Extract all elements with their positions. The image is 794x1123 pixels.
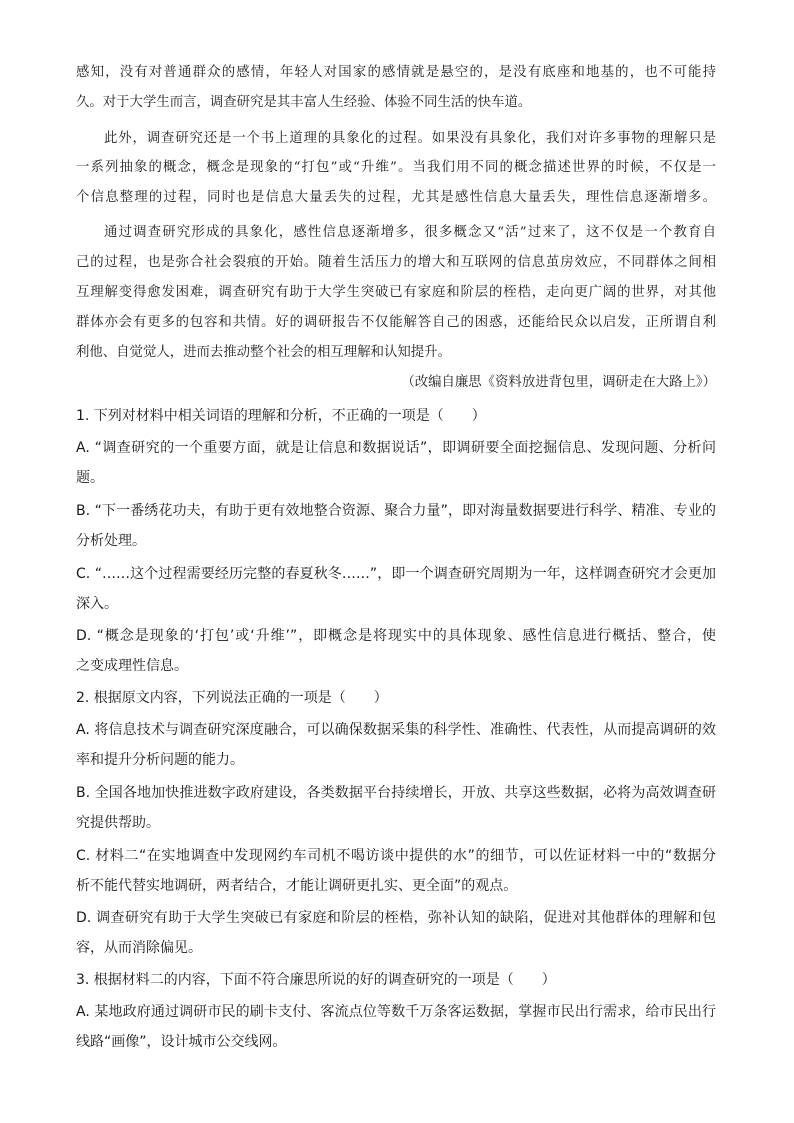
passage-line: 感知，没有对普通群众的感情，年轻人对国家的感情就是悬空的，是没有底座和地基的，也不可能持 (76, 65, 716, 80)
passage-line: 一系列抽象的概念，概念是现象的“打包”或“升维”。当我们用不同的概念描述世界的时候，不仅是一 (76, 160, 716, 175)
passage-source: （改编自廉思《资料放进背包里，调研走在大路上》） (401, 375, 716, 390)
q2-option-c-cont: 析不能代替实地调研，两者结合，才能让调研更扎实、更全面”的观点。 (76, 878, 518, 894)
q1-option-b: B. “下一番绣花功夫，有助于更有效地整合资源、聚合力量”，即对海量数据要进行科学、精准、专业的 (76, 503, 716, 519)
passage-line: 个信息整理的过程，同时也是信息大量丢失的过程，尤其是感性信息大量丢失，理性信息逐渐增多。 (76, 190, 716, 205)
q1-option-d-cont: 之变成理性信息。 (76, 658, 188, 674)
question-1-stem: 1. 下列对材料中相关词语的理解和分析，不正确的一项是（ ） (76, 408, 486, 424)
passage-line: 己的过程，也是弥合社会裂痕的开始。随着生活压力的增大和互联网的信息茧房效应，不同群体之间相 (76, 255, 716, 270)
q2-option-a: A. 将信息技术与调查研究深度融合，可以确保数据采集的科学性、准确性、代表性，从而提高调研的效 (76, 722, 716, 738)
passage-line: 群体亦会有更多的包容和共情。好的调研报告不仅能解答自己的困惑，还能给民众以启发，正所谓自利 (76, 315, 716, 330)
q1-option-c-cont: 深入。 (76, 596, 118, 612)
q1-option-d: D. “概念是现象的‘打包’或‘升维’”，即概念是将现实中的具体现象、感性信息进行概括、整合，使 (76, 628, 716, 644)
q3-option-a: A. 某地政府通过调研市民的刷卡支付、客流点位等数千万条客运数据，掌握市民出行需求，给市民出行 (76, 1004, 716, 1020)
q2-option-d-cont: 容，从而消除偏见。 (76, 940, 202, 956)
passage-line: 通过调查研究形成的具象化，感性信息逐渐增多，很多概念又“活”过来了，这不仅是一个教育自 (104, 225, 716, 240)
q2-option-d: D. 调查研究有助于大学生突破已有家庭和阶层的桎梏，弥补认知的缺陷，促进对其他群体的理解和包 (76, 910, 716, 926)
q1-option-c: C. “……这个过程需要经历完整的春夏秋冬……”，即一个调查研究周期为一年，这样调查研究才会更加 (76, 566, 716, 582)
passage-line: 久。对于大学生而言，调查研究是其丰富人生经验、体验不同生活的快车道。 (76, 95, 532, 110)
q2-option-c: C. 材料二“在实地调查中发现网约车司机不喝访谈中提供的水”的细节，可以佐证材料一中的“数据分 (76, 848, 716, 864)
passage-line: 此外，调查研究还是一个书上道理的具象化的过程。如果没有具象化，我们对许多事物的理解只是 (104, 131, 716, 146)
passage-line: 利他、自觉觉人，进而去推动整个社会的相互理解和认知提升。 (76, 345, 451, 360)
q2-option-b: B. 全国各地加快推进数字政府建设，各类数据平台持续增长，开放、共享这些数据，必将为高效调查研 (76, 785, 716, 801)
q1-option-a-cont: 题。 (76, 470, 104, 486)
q2-option-b-cont: 究提供帮助。 (76, 815, 160, 831)
q2-option-a-cont: 率和提升分析问题的能力。 (76, 752, 244, 768)
q1-option-b-cont: 分析处理。 (76, 533, 146, 549)
passage-line: 互理解变得愈发困难，调查研究有助于大学生突破已有家庭和阶层的桎梏，走向更广阔的世界，对其他 (76, 285, 716, 300)
q1-option-a: A. “调查研究的一个重要方面，就是让信息和数据说话”，即调研要全面挖掘信息、发现问题、分析问 (76, 440, 716, 456)
question-3-stem: 3. 根据材料二的内容，下面不符合廉思所说的好的调查研究的一项是（ ） (76, 972, 556, 988)
q3-option-a-cont: 线路“画像”，设计城市公交线网。 (76, 1034, 287, 1050)
question-2-stem: 2. 根据原文内容，下列说法正确的一项是（ ） (76, 690, 388, 706)
